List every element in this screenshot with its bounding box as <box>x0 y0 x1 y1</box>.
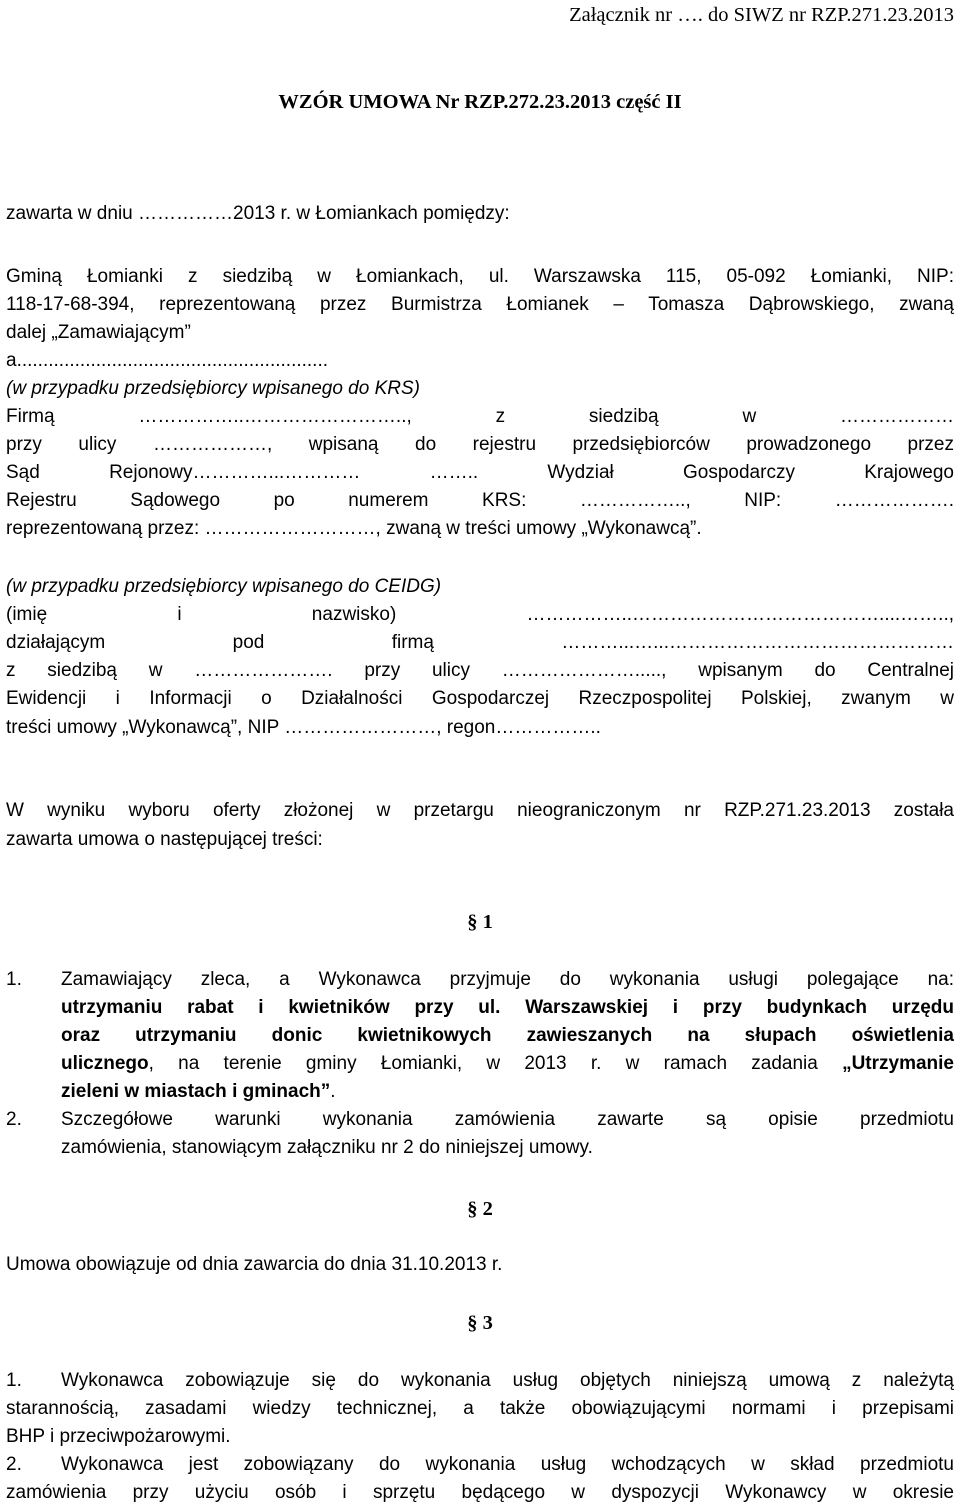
annex-reference: Załącznik nr …. do SIWZ nr RZP.271.23.2013 <box>569 4 954 26</box>
employer-line-3: dalej „Zamawiającym” <box>6 322 191 343</box>
section-1-item-1-number: 1. <box>6 969 22 990</box>
krs-note <box>6 377 420 401</box>
section-1-bold-5: „Utrzymanie <box>842 1053 954 1074</box>
ceidg-note <box>6 575 441 599</box>
krs-line-5: reprezentowaną przez: ………………………, zwaną w treści umowy „Wykonawcą”. <box>6 518 702 539</box>
section-1-bold-3: oraz utrzymaniu donic kwietnikowych zawieszanych na słupach oświetlenia <box>61 1025 954 1046</box>
section-1-item-2-number: 2. <box>6 1109 22 1130</box>
section-1-normal-4: , na terenie gminy Łomianki, w 2013 r. w ramach zadania <box>148 1053 843 1074</box>
section-1-bold-6: zieleni w miastach i gminach” <box>61 1081 331 1102</box>
section-2-text: Umowa obowiązuje od dnia zawarcia do dnia 31.10.2013 r. <box>6 1254 503 1275</box>
krs-line-2: przy ulicy ………………, wpisaną do rejestru przedsiębiorców prowadzonego przez <box>6 434 954 455</box>
section-1-bold-1: utrzymaniu rabat i kwietników przy ul. <box>61 997 501 1018</box>
section-2-heading: § 2 <box>467 1198 493 1220</box>
krs-note-text: (w przypadku przedsiębiorcy wpisanego do KRS) <box>6 378 420 399</box>
section-3-item-2-line-1: Wykonawca jest zobowiązany do wykonania usług wchodzących w skład przedmiotu <box>61 1454 954 1475</box>
employer-line-1: Gminą Łomianki z siedzibą w Łomiankach, ul. Warszawska 115, 05-092 Łomianki, NIP: <box>6 266 954 287</box>
section-1-bold-2: Warszawskiej i przy budynkach urzędu <box>500 997 954 1018</box>
section-1-item-2-line-1: Szczegółowe warunki wykonania zamówienia zawarte są opisie przedmiotu <box>61 1109 954 1130</box>
section-1-item-1-line-4 <box>61 1052 954 1076</box>
ceidg-note-text: (w przypadku przedsiębiorcy wpisanego do CEIDG) <box>6 576 442 597</box>
section-3-item-1-line-3: BHP i przeciwpożarowymi. <box>6 1426 231 1447</box>
section-3-item-2-number: 2. <box>6 1454 22 1475</box>
section-1-item-1-line-3 <box>61 1024 954 1048</box>
krs-line-3: Sąd Rejonowy…………...………… …….. Wydział Gospodarczy Krajowego <box>6 462 954 483</box>
section-1-item-1-line-1: Zamawiający zleca, a Wykonawca przyjmuje do wykonania usługi polegające na: <box>61 969 954 990</box>
ceidg-line-5: treści umowy „Wykonawcą”, NIP ……………………, regon…………….. <box>6 717 601 738</box>
krs-line-4: Rejestru Sądowego po numerem KRS: …………….., NIP: ………………. <box>6 490 954 511</box>
ceidg-line-2: działającym pod firmą ………...…...……………………………………… <box>6 632 954 653</box>
section-3-item-1-number: 1. <box>6 1370 22 1391</box>
section-3-heading: § 3 <box>467 1312 493 1334</box>
section-3-item-1-line-2: starannością, zasadami wiedzy technicznej, a także obowiązującymi normami i przepisami <box>6 1398 954 1419</box>
date-line: zawarta w dniu ……………2013 r. w Łomiankach pomiędzy: <box>6 203 510 224</box>
ceidg-line-4: Ewidencji i Informacji o Działalności Gospodarczej Rzeczpospolitej Polskiej, zwanym w <box>6 688 954 709</box>
section-3-item-2-line-2: zamówienia przy użyciu osób i sprzętu będącego w dyspozycji Wykonawcy w okresie <box>6 1482 954 1503</box>
employer-line-2: 118-17-68-394, reprezentowaną przez Burmistrza Łomianek – Tomasza Dąbrowskiego, zwaną <box>6 294 954 315</box>
contractor-placeholder: a........................................................... <box>6 350 329 371</box>
krs-line-1: Firmą ……………..…………………….., z siedzibą w ……………… <box>6 406 954 427</box>
tender-line-1: W wyniku wyboru oferty złożonej w przetargu nieograniczonym nr RZP.271.23.2013 została <box>6 800 954 821</box>
section-1-item-1-line-2 <box>61 996 954 1020</box>
section-1-item-1-line-5 <box>61 1080 954 1104</box>
section-1-item-2-line-2: zamówienia, stanowiącym załączniku nr 2 do niniejszej umowy. <box>61 1137 593 1158</box>
tender-line-2: zawarta umowa o następującej treści: <box>6 829 323 850</box>
section-1-normal-5: . <box>330 1081 336 1102</box>
ceidg-line-1: (imię i nazwisko) ……………..…………………………………....…….., <box>6 604 954 625</box>
section-1-bold-4: ulicznego <box>61 1053 149 1074</box>
contract-title: WZÓR UMOWA Nr RZP.272.23.2013 część II <box>278 91 682 113</box>
ceidg-line-3: z siedzibą w …………………. przy ulicy …………………....., wpisanym do Centralnej <box>6 660 954 681</box>
section-3-item-1-line-1: Wykonawca zobowiązuje się do wykonania usług objętych niniejszą umową z należytą <box>61 1370 954 1391</box>
section-1-heading: § 1 <box>467 911 493 933</box>
